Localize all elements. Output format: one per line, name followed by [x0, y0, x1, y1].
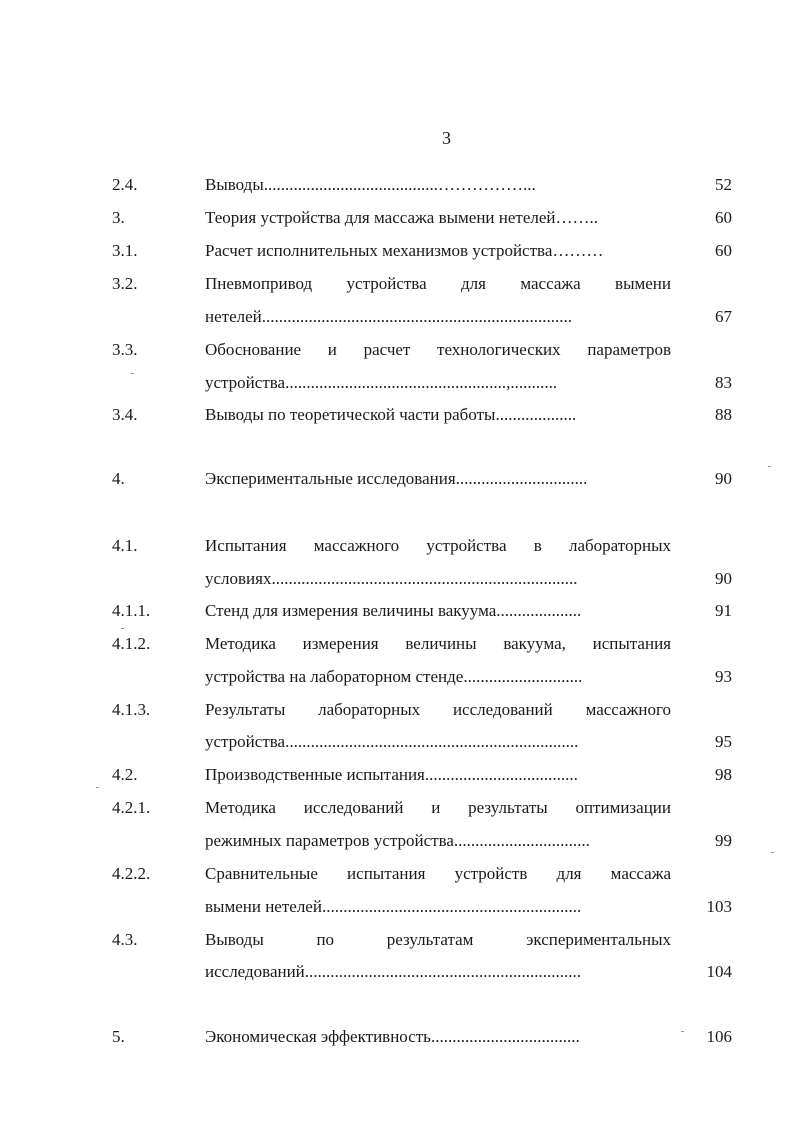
- toc-entry: [0, 206, 793, 230]
- toc-entry-number: 3.2.: [112, 274, 138, 293]
- toc-entry-number: 3.3.: [112, 340, 138, 359]
- toc-entry-number: 4.: [112, 469, 125, 488]
- toc-entry-page: 60: [715, 208, 732, 227]
- toc-entry-page: 88: [715, 405, 732, 424]
- toc-entry-number: 4.2.2.: [112, 864, 151, 883]
- toc-entry-title-line2: устройства....................................................,...........: [205, 373, 558, 392]
- toc-entry: [0, 763, 793, 787]
- toc-entry: [0, 534, 793, 558]
- toc-entry-title: Сравнительные испытания устройств для массажа: [205, 864, 671, 883]
- toc-entry-title: Расчет исполнительных механизмов устройства………: [205, 241, 604, 260]
- toc-entry: [0, 698, 793, 722]
- page-number: 3: [442, 128, 451, 148]
- toc-entry-page: 90: [715, 569, 732, 588]
- toc-entry-page: 91: [715, 601, 732, 620]
- toc-entry-title-line2: вымени нетелей.............................................................: [205, 897, 582, 916]
- toc-entry-title-line2: нетелей.........................................................................: [205, 307, 572, 326]
- toc-entry-number: 3.1.: [112, 241, 138, 260]
- toc-entry-page: 95: [715, 732, 732, 751]
- toc-entry-title: Производственные испытания....................................: [205, 765, 578, 784]
- toc-entry: [0, 796, 793, 820]
- toc-entry-title: Пневмопривод устройства для массажа вымени: [205, 274, 671, 293]
- toc-entry-continuation: [0, 829, 793, 853]
- toc-entry-page: 83: [715, 373, 732, 392]
- toc-entry: [0, 403, 793, 427]
- toc-entry: [0, 862, 793, 886]
- toc-entry: [0, 338, 793, 362]
- toc-entry-title: Методика исследований и результаты оптимизации: [205, 798, 671, 817]
- toc-entry-title-line2: режимных параметров устройства................................: [205, 831, 590, 850]
- toc-entry-title: Экономическая эффективность...................................: [205, 1027, 580, 1046]
- toc-entry-number: 4.1.1.: [112, 601, 151, 620]
- toc-entry-page: 67: [715, 307, 732, 326]
- toc-entry-title-line2: условиях........................................................................: [205, 569, 578, 588]
- toc-entry-title: Испытания массажного устройства в лабораторных: [205, 536, 671, 555]
- toc-entry: [0, 928, 793, 952]
- toc-entry-number: 4.1.2.: [112, 634, 151, 653]
- scan-speck: [131, 373, 134, 374]
- toc-entry: [0, 173, 793, 197]
- toc-entry: [0, 599, 793, 623]
- toc-entry-title: Методика измерения величины вакуума, испытания: [205, 634, 671, 653]
- toc-entry-continuation: [0, 895, 793, 919]
- toc-entry-continuation: [0, 305, 793, 329]
- toc-entry-page: 52: [715, 175, 732, 194]
- toc-entry-number: 4.1.: [112, 536, 138, 555]
- toc-entry-number: 3.4.: [112, 405, 138, 424]
- toc-entry-continuation: [0, 960, 793, 984]
- toc-entry-title: Выводы по теоретической части работы...................: [205, 405, 577, 424]
- toc-entry-continuation: [0, 371, 793, 395]
- toc-entry-title: Результаты лабораторных исследований массажного: [205, 700, 671, 719]
- toc-entry-title-line2: устройства.....................................................................: [205, 732, 579, 751]
- toc-entry: [0, 272, 793, 296]
- scan-speck: [681, 1031, 684, 1032]
- scan-speck: [96, 787, 99, 788]
- toc-entry-title: Экспериментальные исследования...............................: [205, 469, 588, 488]
- toc-entry: [0, 239, 793, 263]
- scan-speck: [771, 852, 774, 853]
- toc-entry-number: 2.4.: [112, 175, 138, 194]
- toc-entry-page: 99: [715, 831, 732, 850]
- toc-entry-number: 4.1.3.: [112, 700, 151, 719]
- toc-entry-title: Выводы.........................................……………...: [205, 175, 536, 194]
- toc-entry-continuation: [0, 730, 793, 754]
- toc-entry-continuation: [0, 567, 793, 591]
- scan-speck: [121, 628, 124, 629]
- toc-entry-title: Теория устройства для массажа вымени нетелей……..: [205, 208, 599, 227]
- toc-entry-title-line2: исследований.................................................................: [205, 962, 582, 981]
- toc-entry: [0, 632, 793, 656]
- toc-entry-continuation: [0, 665, 793, 689]
- toc-entry-number: 4.3.: [112, 930, 138, 949]
- toc-entry-page: 90: [715, 469, 732, 488]
- toc-entry-page: 98: [715, 765, 732, 784]
- toc-entry-title-line2: устройства на лабораторном стенде............................: [205, 667, 583, 686]
- toc-entry-title: Обоснование и расчет технологических параметров: [205, 340, 671, 359]
- toc-entry-title: Выводы по результатам экспериментальных: [205, 930, 671, 949]
- toc-entry: [0, 467, 793, 491]
- toc-entry-number: 4.2.: [112, 765, 138, 784]
- toc-entry-page: 103: [706, 897, 732, 916]
- toc-entry-page: 106: [706, 1027, 732, 1046]
- scan-speck: [768, 466, 771, 467]
- toc-entry-page: 104: [706, 962, 732, 981]
- toc-entry-title: Стенд для измерения величины вакуума....................: [205, 601, 582, 620]
- toc-entry-number: 3.: [112, 208, 125, 227]
- toc-entry: [0, 1025, 793, 1049]
- toc-entry-number: 4.2.1.: [112, 798, 151, 817]
- toc-entry-number: 5.: [112, 1027, 125, 1046]
- toc-entry-page: 93: [715, 667, 732, 686]
- toc-entry-page: 60: [715, 241, 732, 260]
